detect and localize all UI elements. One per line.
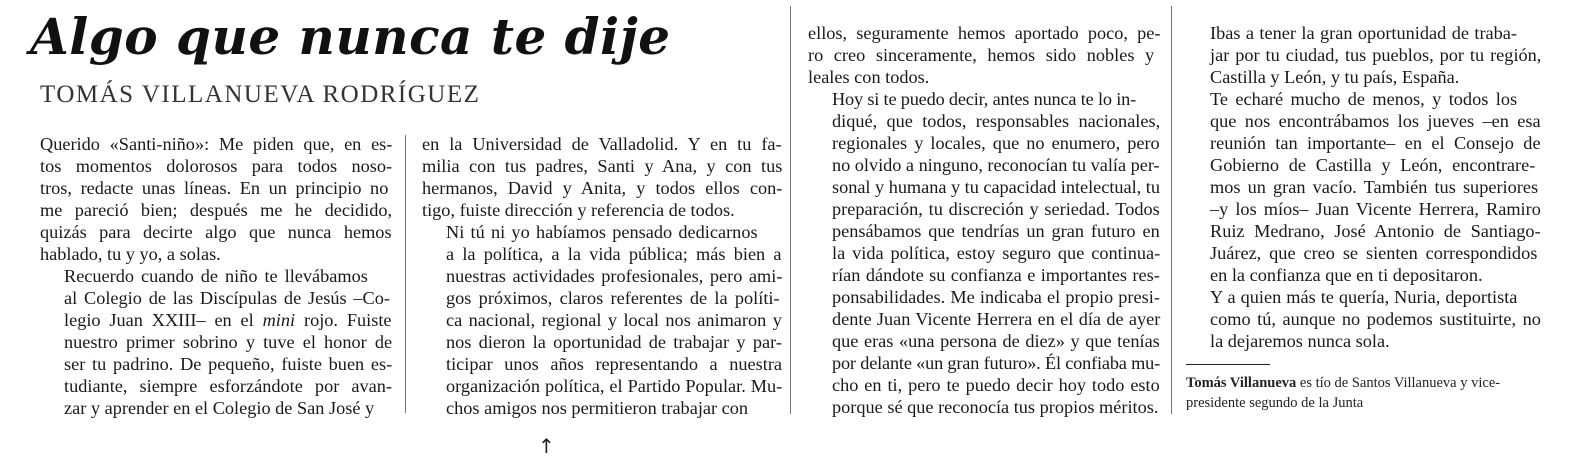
text-line: Hoy si te puedo decir, antes nunca te lo in- — [832, 89, 1136, 109]
text-line: que eras «una persona de diez» y que tenías — [832, 331, 1160, 351]
text-line: ticipar unos años representando a nuestra — [446, 354, 783, 374]
text-line: ser tu padrino. De pequeño, fuiste buen es- — [64, 354, 393, 374]
text-line: chos amigos nos permitieron trabajar con — [446, 398, 749, 418]
text-line: en la Universidad de Valladolid. Y en tu fa- — [422, 134, 782, 154]
article-title: Algo que nunca te dije — [30, 7, 671, 66]
text-line: diqué, que todos, responsables nacionales, — [832, 111, 1161, 131]
paragraph — [1186, 286, 1541, 352]
text-line: tigo, fuiste dirección y referencia de todos. — [422, 200, 735, 220]
footnote-text-cont: presidente segundo de la Junta — [1186, 395, 1364, 411]
paragraph — [1186, 88, 1541, 286]
author-byline: TOMÁS VILLANUEVA RODRÍGUEZ — [40, 81, 481, 108]
text-line: como tú, aunque no podemos sustituirte, no — [1210, 309, 1541, 329]
text-line: sonal y humana y tu capacidad intelectual, tu — [832, 177, 1160, 197]
text-line: reunión tan importante– en el Consejo de — [1210, 133, 1541, 153]
text-line: leales con todos. — [808, 67, 930, 87]
text-line: la dejaremos nunca sola. — [1210, 331, 1390, 351]
text-column-1 — [40, 133, 392, 419]
text-line: que nos encontrábamos los jueves –en esa — [1210, 111, 1541, 131]
stray-pen-mark: ↑ — [538, 434, 555, 458]
text-line: Juárez, que creo se sienten correspondidos — [1210, 243, 1538, 263]
text-line: tudiante, siempre esforzándote por avan- — [64, 376, 392, 396]
text-line: ellos, seguramente hemos aportado poco, pe- — [808, 23, 1161, 43]
text-line: Gobierno de Castilla y León, encontrare- — [1210, 155, 1536, 175]
text-line: ca nacional, regional y local nos animaron y — [446, 310, 782, 330]
column-divider — [790, 6, 791, 414]
text-line: la vida política, estoy seguro que continua- — [832, 243, 1161, 263]
text-line: ro creo sinceramente, hemos sido nobles y — [808, 45, 1155, 65]
text-line: preparación, tu discreción y seriedad. Todos — [832, 199, 1160, 219]
paragraph — [40, 265, 392, 419]
text-line: Castilla y León, y tu país, España. — [1210, 67, 1460, 87]
text-line: Recuerdo cuando de niño te llevábamos — [64, 266, 368, 286]
text-line: hablado, tu y yo, a solas. — [40, 244, 221, 264]
text-line: pensábamos que tendrías un gran futuro en — [832, 221, 1160, 241]
text-line: por delante «un gran futuro». Él confiaba mu- — [832, 353, 1161, 373]
text-line: me pareció bien; después me he decidido, — [40, 200, 393, 220]
text-line: mos un gran vacío. También tus superiores — [1210, 177, 1539, 197]
author-footnote — [1186, 373, 1546, 413]
text-line: Y a quien más te quería, Nuria, deportista — [1210, 287, 1518, 307]
text-line: nuestro primer sobrino y tuve el honor de — [64, 332, 393, 352]
text-line: no olvido a ninguno, reconocían tu valía per- — [832, 155, 1160, 175]
text-line: quizás para decirte algo que nunca hemos — [40, 222, 392, 242]
paragraph — [808, 88, 1160, 418]
text-line: Querido «Santi-niño»: Me piden que, en es- — [40, 134, 393, 154]
text-line: ponsabilidades. Me indicaba el propio presi- — [832, 287, 1160, 307]
text-line: Ibas a tener la gran oportunidad de traba- — [1210, 23, 1517, 43]
paragraph — [422, 133, 782, 221]
paragraph — [422, 221, 782, 419]
text-line: dente Juan Vicente Herrera en el día de ayer — [832, 309, 1161, 329]
footnote-separator — [1186, 364, 1270, 365]
text-line: Ruiz Medrano, José Antonio de Santiago- — [1210, 221, 1541, 241]
text-line: –y los míos– Juan Vicente Herrera, Ramiro — [1210, 199, 1541, 219]
text-line: cho en ti, pero te puedo decir hoy todo esto — [832, 375, 1160, 395]
paragraph — [1186, 22, 1541, 88]
text-line: nuestras actividades profesionales, pero ami- — [446, 266, 783, 286]
text-column-2 — [422, 133, 782, 419]
text-line: jar por tu ciudad, tus pueblos, por tu región, — [1210, 45, 1542, 65]
text-line: al Colegio de las Discípulas de Jesús –Co- — [64, 288, 390, 308]
text-line: rían dándote su confianza e importantes res- — [832, 265, 1160, 285]
text-line: a la política, a la vida pública; más bien a — [446, 244, 782, 264]
text-line: tros, redacte unas líneas. En un principio no — [40, 178, 389, 198]
text-line: en la confianza que en ti depositaron. — [1210, 265, 1483, 285]
column-divider — [405, 135, 406, 413]
text-column-4 — [1186, 22, 1541, 352]
text-column-3 — [808, 22, 1160, 418]
text-line: Te echaré mucho de menos, y todos los — [1210, 89, 1518, 109]
text-line: hermanos, David y Anita, y todos ellos con- — [422, 178, 783, 198]
text-line: Ni tú ni yo habíamos pensado dedicarnos — [446, 222, 758, 242]
text-line: nos dieron la oportunidad de trabajar y par- — [446, 332, 782, 352]
text-line: regionales y locales, que no enumero, pero — [832, 133, 1160, 153]
text-line: legio Juan XXIII– en el mini rojo. Fuiste — [64, 310, 392, 330]
text-line: organización política, el Partido Popular. Mu- — [446, 376, 783, 396]
text-line: milia con tus padres, Santi y Ana, y con tus — [422, 156, 783, 176]
text-line: tos momentos dolorosos para todos noso- — [40, 156, 393, 176]
paragraph — [808, 22, 1160, 88]
text-line: gos próximos, claros referentes de la políti- — [446, 288, 780, 308]
footnote-text: es tío de Santos Villanueva y vice- — [1296, 375, 1501, 391]
column-divider — [1171, 6, 1172, 414]
paragraph — [40, 133, 392, 265]
text-line: porque sé que reconocía tus propios méritos. — [832, 397, 1159, 417]
text-line: zar y aprender en el Colegio de San José y — [64, 398, 375, 418]
footnote-author-name: Tomás Villanueva — [1186, 375, 1297, 391]
